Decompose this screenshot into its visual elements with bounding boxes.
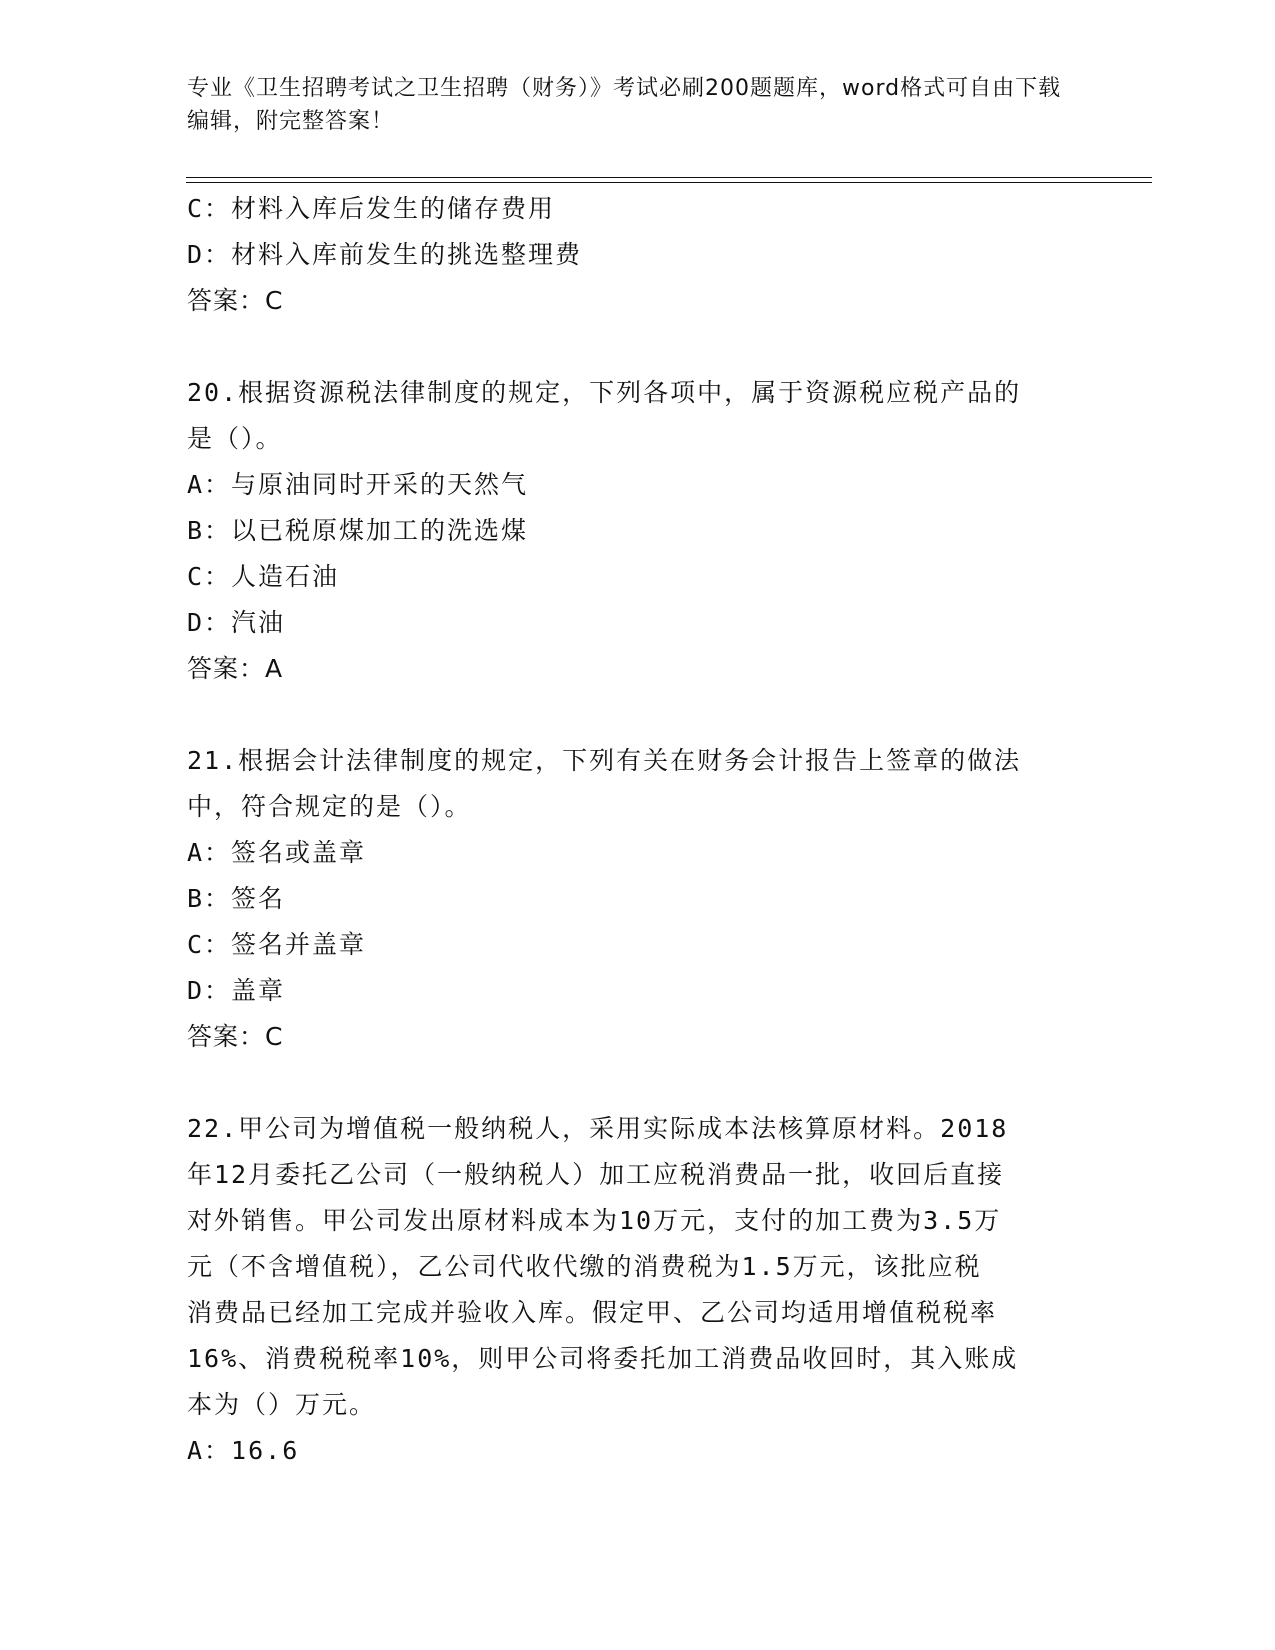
question-stem: 本为（）万元。 — [187, 1390, 377, 1419]
document-header: 专业《卫生招聘考试之卫生招聘（财务）》考试必刷200题题库，word格式可自由下载编辑，附完整答案！ — [187, 76, 1062, 134]
question-stem: 是（）。 — [187, 424, 283, 453]
option-c: C：签名并盖章 — [187, 930, 367, 959]
question-stem: 21.根据会计法律制度的规定，下列有关在财务会计报告上签章的做法 — [187, 746, 1022, 775]
header-divider-top — [186, 177, 1152, 178]
answer-line: 答案：C — [187, 286, 284, 315]
question-stem: 22.甲公司为增值税一般纳税人，采用实际成本法核算原材料。2018 — [187, 1114, 1009, 1143]
question-22 — [187, 1106, 1087, 1474]
question-stem: 中，符合规定的是（）。 — [187, 792, 472, 821]
question-stem: 元（不含增值税），乙公司代收代缴的消费税为1.5万元，该批应税 — [187, 1252, 982, 1281]
option-b: B：签名 — [187, 884, 286, 913]
option-a: A：16.6 — [187, 1436, 300, 1465]
option-d: D：材料入库前发生的挑选整理费 — [187, 240, 583, 269]
option-d: D：盖章 — [187, 976, 286, 1005]
option-c: C：人造石油 — [187, 562, 340, 591]
question-21 — [187, 738, 1087, 1060]
option-d: D：汽油 — [187, 608, 286, 637]
answer-line: 答案：A — [187, 654, 284, 683]
header-divider-bottom — [186, 182, 1152, 183]
option-c: C：材料入库后发生的储存费用 — [187, 194, 556, 223]
question-stem: 对外销售。甲公司发出原材料成本为10万元，支付的加工费为3.5万 — [187, 1206, 1002, 1235]
spacer — [187, 692, 1087, 738]
question-stem: 20.根据资源税法律制度的规定，下列各项中，属于资源税应税产品的 — [187, 378, 1022, 407]
question-stem: 消费品已经加工完成并验收入库。假定甲、乙公司均适用增值税税率 — [187, 1298, 998, 1327]
question-content — [187, 186, 1087, 1474]
spacer — [187, 324, 1087, 370]
question-stem: 年12月委托乙公司（一般纳税人）加工应税消费品一批，收回后直接 — [187, 1160, 1005, 1189]
option-b: B：以已税原煤加工的洗选煤 — [187, 516, 529, 545]
previous-question-tail — [187, 186, 1087, 324]
question-20 — [187, 370, 1087, 692]
question-stem: 16%、消费税税率10%，则甲公司将委托加工消费品收回时，其入账成 — [187, 1344, 1019, 1373]
option-a: A：签名或盖章 — [187, 838, 367, 867]
spacer — [187, 1060, 1087, 1106]
answer-line: 答案：C — [187, 1022, 284, 1051]
option-a: A：与原油同时开采的天然气 — [187, 470, 529, 499]
